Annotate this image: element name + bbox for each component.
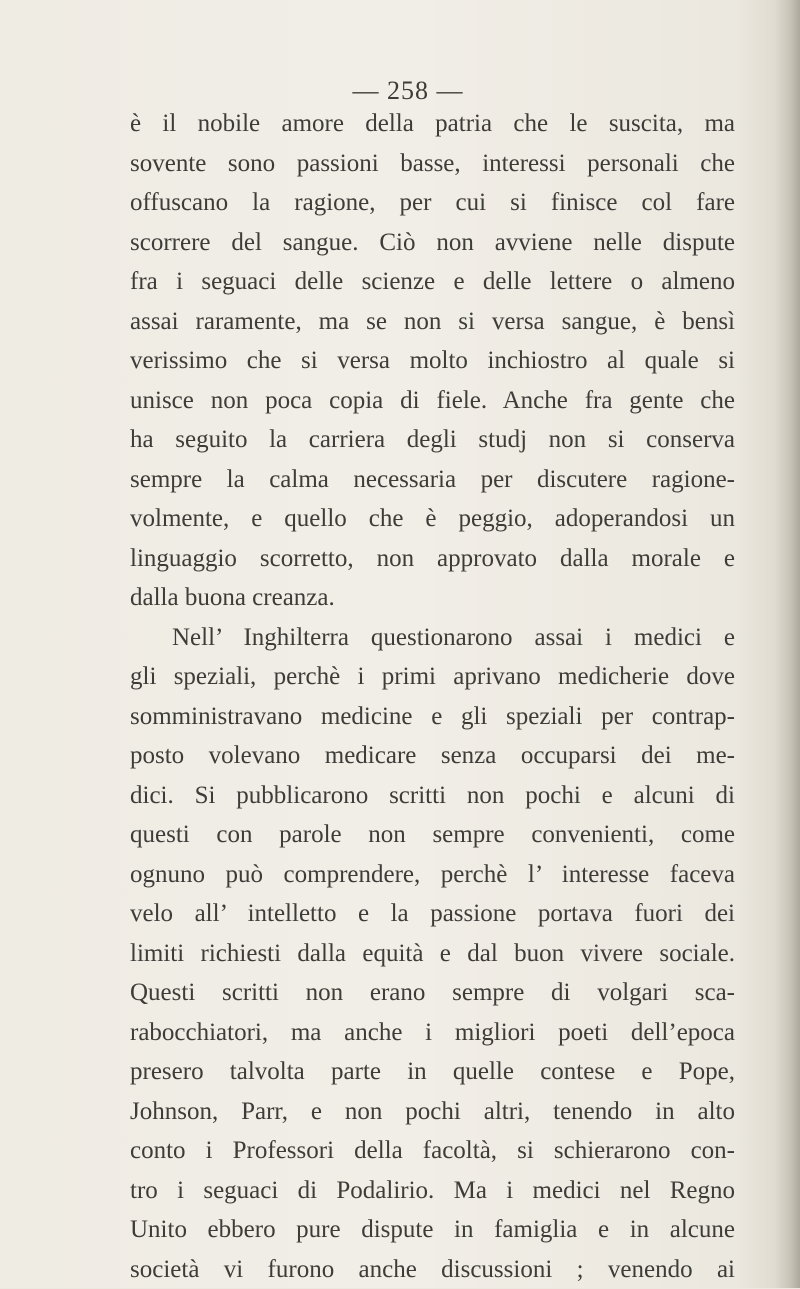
text-line: linguaggio scorretto, non approvato dalla morale e	[130, 539, 735, 579]
text-line: questi con parole non sempre convenienti, come	[130, 815, 735, 855]
text-line: posto volevano medicare senza occuparsi dei me-	[130, 736, 735, 776]
text-line: presero talvolta parte in quelle contese e Pope,	[130, 1052, 735, 1092]
text-line: Unito ebbero pure dispute in famiglia e in alcune	[130, 1210, 735, 1250]
text-line: limiti richiesti dalla equità e dal buon vivere sociale.	[130, 934, 735, 974]
text-line: dici. Si pubblicarono scritti non pochi e alcuni di	[130, 776, 735, 816]
body-text	[130, 104, 735, 1289]
text-line: assai raramente, ma se non si versa sangue, è bensì	[130, 302, 735, 342]
paragraph-start-line: Nell’ Inghilterra questionarono assai i medici e	[130, 618, 735, 658]
text-line: tro i seguaci di Podalirio. Ma i medici nel Regno	[130, 1171, 735, 1211]
text-line: unisce non poca copia di fiele. Anche fra gente che	[130, 381, 735, 421]
text-line: verissimo che si versa molto inchiostro al quale si	[130, 341, 735, 381]
paragraph-end-line: dalla buona creanza.	[130, 578, 735, 618]
text-line: rabocchiatori, ma anche i migliori poeti dell’epoca	[130, 1013, 735, 1053]
text-line: ognuno può comprendere, perchè l’ interesse faceva	[130, 855, 735, 895]
text-line: velo all’ intelletto e la passione portava fuori dei	[130, 894, 735, 934]
text-line: scorrere del sangue. Ciò non avviene nelle dispute	[130, 223, 735, 263]
page-number: — 258 —	[8, 76, 800, 106]
text-line: sovente sono passioni basse, interessi personali che	[130, 144, 735, 184]
text-line: conto i Professori della facoltà, si schierarono con-	[130, 1131, 735, 1171]
text-line: offuscano la ragione, per cui si finisce col fare	[130, 183, 735, 223]
text-line: è il nobile amore della patria che le suscita, ma	[130, 104, 735, 144]
text-line: Johnson, Parr, e non pochi altri, tenendo in alto	[130, 1092, 735, 1132]
text-line: gli speziali, perchè i primi aprivano medicherie dove	[130, 657, 735, 697]
text-line: società vi furono anche discussioni ; venendo ai	[130, 1250, 735, 1289]
page-edge-shadow	[774, 0, 800, 1288]
text-line: Questi scritti non erano sempre di volgari sca-	[130, 973, 735, 1013]
text-line: ha seguito la carriera degli studj non si conserva	[130, 420, 735, 460]
text-line: fra i seguaci delle scienze e delle lettere o almeno	[130, 262, 735, 302]
text-line: volmente, e quello che è peggio, adoperandosi un	[130, 499, 735, 539]
text-line: somministravano medicine e gli speziali per contrap-	[130, 697, 735, 737]
text-line: sempre la calma necessaria per discutere ragione-	[130, 460, 735, 500]
